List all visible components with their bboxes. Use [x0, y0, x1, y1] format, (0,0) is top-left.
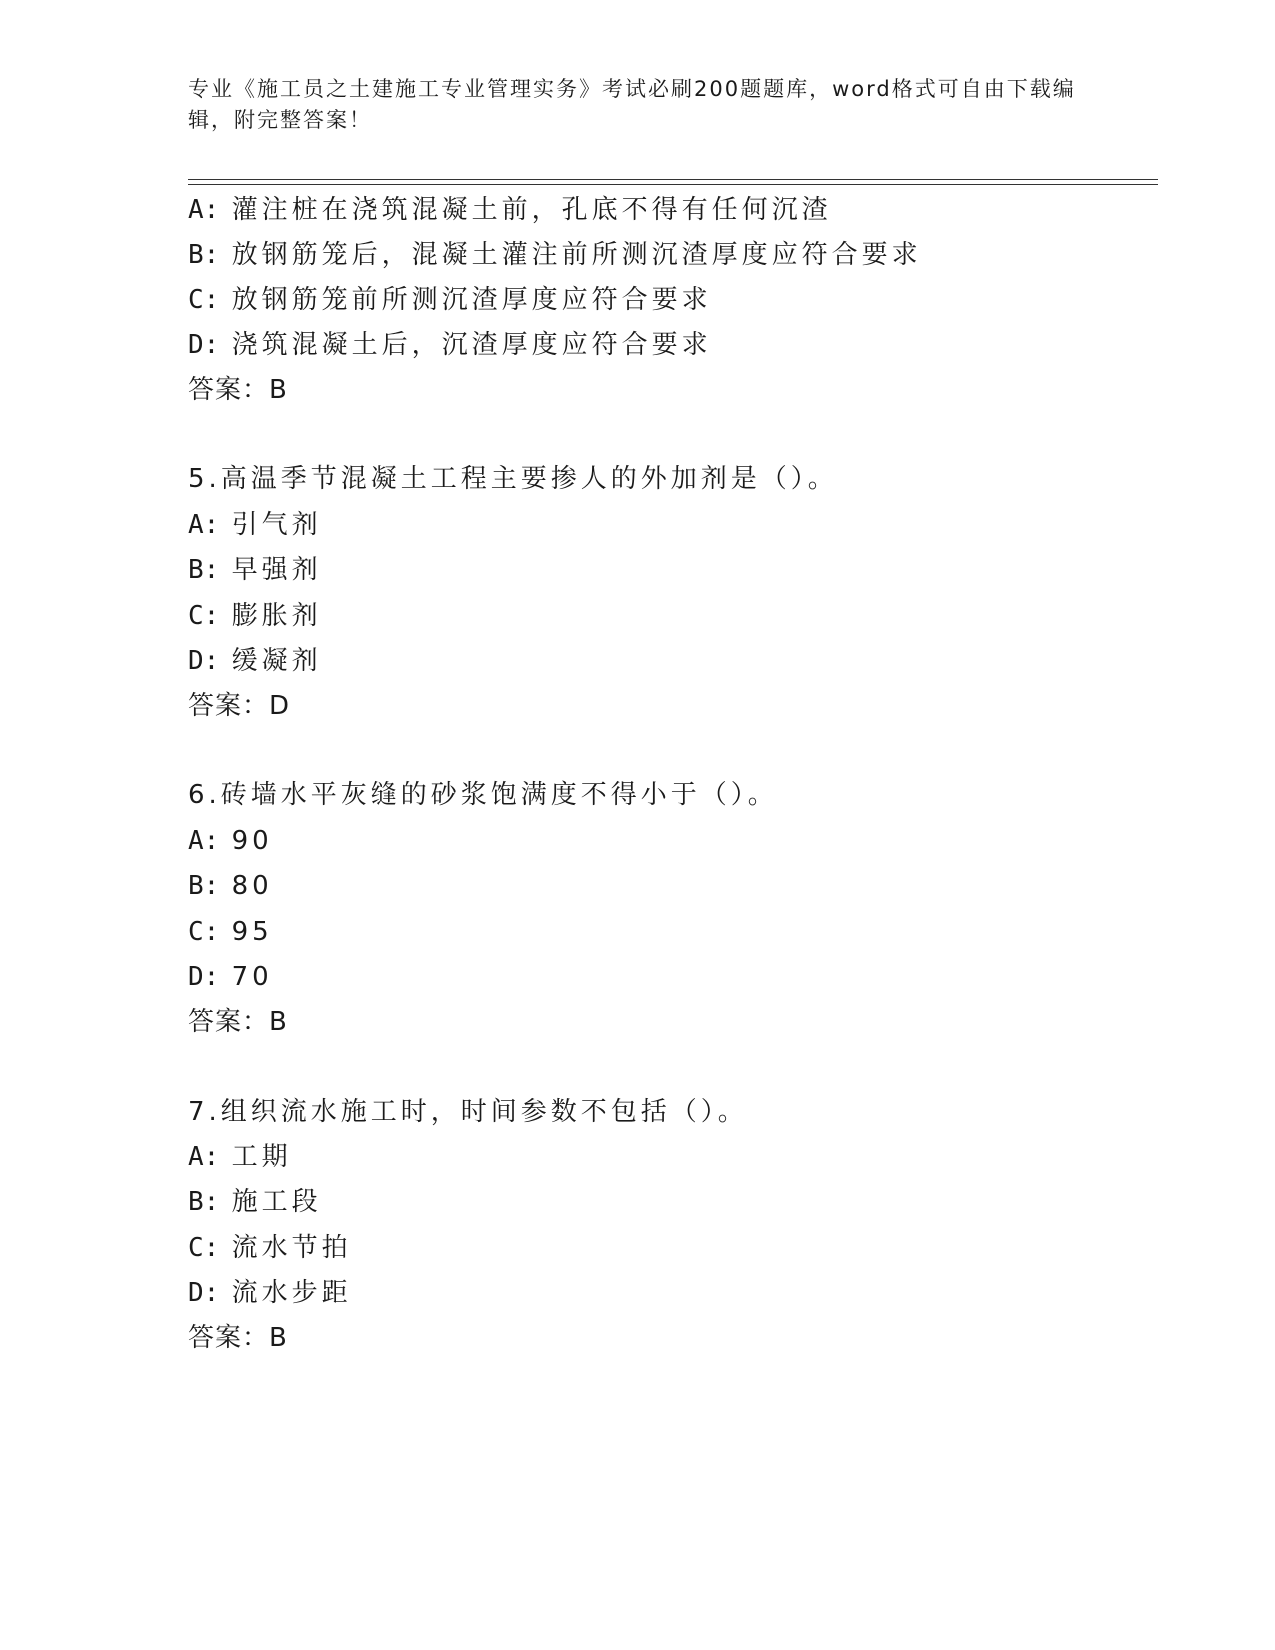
q7-question: 7.组织流水施工时，时间参数不包括（）。: [188, 1097, 748, 1127]
option-tag: D:: [188, 646, 220, 676]
q4-option-d: [188, 329, 712, 361]
option-text: 70: [231, 962, 273, 992]
option-tag: B:: [188, 555, 220, 585]
option-text: 膨胀剂: [231, 601, 322, 631]
option-text: 工期: [231, 1142, 292, 1172]
q7-option-c: [188, 1232, 352, 1264]
header-divider-top: [188, 179, 1158, 180]
q4-option-b: [188, 239, 922, 271]
q4-option-c: [188, 284, 712, 316]
q6-option-c: [188, 916, 273, 948]
q6-question: 6.砖墙水平灰缝的砂浆饱满度不得小于（）。: [188, 780, 778, 810]
option-text: 流水节拍: [231, 1233, 352, 1263]
option-tag: D:: [188, 962, 220, 992]
option-text: 浇筑混凝土后，沉渣厚度应符合要求: [231, 330, 712, 360]
option-tag: B:: [188, 1187, 220, 1217]
option-text: 缓凝剂: [231, 646, 322, 676]
option-text: 90: [231, 826, 273, 856]
option-text: 灌注桩在浇筑混凝土前，孔底不得有任何沉渣: [231, 195, 832, 225]
q7-option-d: [188, 1277, 352, 1309]
option-tag: A:: [188, 1142, 220, 1172]
q6-option-b: [188, 870, 273, 902]
option-tag: A:: [188, 510, 220, 540]
q4-option-a: [188, 194, 832, 226]
option-text: 95: [231, 917, 273, 947]
option-tag: C:: [188, 601, 220, 631]
q4-answer: 答案：B: [188, 375, 288, 405]
option-tag: A:: [188, 195, 220, 225]
q6-option-a: [188, 825, 273, 857]
q7-option-b: [188, 1186, 322, 1218]
option-tag: C:: [188, 285, 220, 315]
option-tag: D:: [188, 330, 220, 360]
option-tag: C:: [188, 1233, 220, 1263]
option-tag: B:: [188, 240, 220, 270]
option-text: 80: [231, 871, 273, 901]
document-header: 专业《施工员之土建施工专业管理实务》考试必刷200题题库，word格式可自由下载编辑，附完整答案！: [188, 77, 1076, 132]
option-tag: C:: [188, 917, 220, 947]
q7-answer: 答案：B: [188, 1323, 288, 1353]
q5-option-b: [188, 554, 322, 586]
option-text: 流水步距: [231, 1278, 352, 1308]
option-text: 引气剂: [231, 510, 322, 540]
option-text: 放钢筋笼前所测沉渣厚度应符合要求: [231, 285, 712, 315]
q5-question: 5.高温季节混凝土工程主要掺人的外加剂是（）。: [188, 464, 838, 494]
option-text: 放钢筋笼后，混凝土灌注前所测沉渣厚度应符合要求: [231, 240, 922, 270]
q5-option-c: [188, 600, 322, 632]
option-text: 施工段: [231, 1187, 322, 1217]
q6-answer: 答案：B: [188, 1007, 288, 1037]
q6-option-d: [188, 961, 273, 993]
q5-option-d: [188, 645, 322, 677]
option-text: 早强剂: [231, 555, 322, 585]
q5-answer: 答案：D: [188, 691, 291, 721]
q5-option-a: [188, 509, 322, 541]
q7-option-a: [188, 1141, 292, 1173]
option-tag: B:: [188, 871, 220, 901]
option-tag: D:: [188, 1278, 220, 1308]
header-divider-bottom: [188, 184, 1158, 185]
option-tag: A:: [188, 826, 220, 856]
